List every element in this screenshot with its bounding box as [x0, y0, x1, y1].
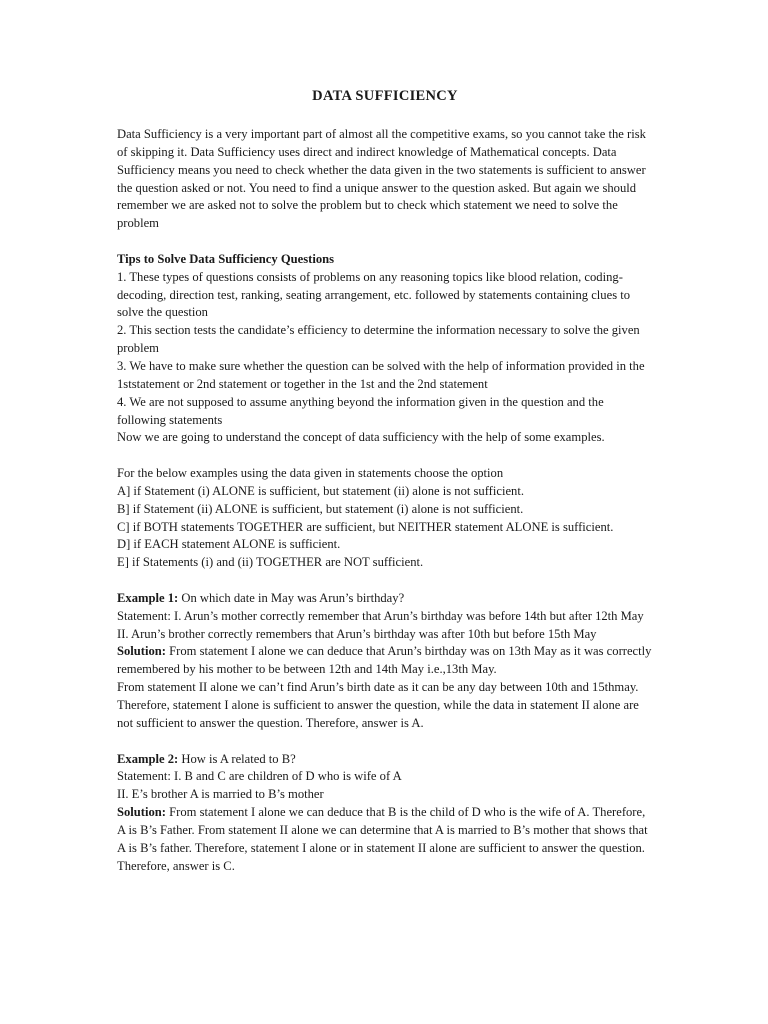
- tips-outro: Now we are going to understand the concept of data sufficiency with the help of some examples.: [117, 430, 605, 445]
- tip-item-4: 4. We are not supposed to assume anything beyond the information given in the question and the following statements: [117, 394, 604, 427]
- option-a: A] if Statement (i) ALONE is sufficient, but statement (ii) alone is not sufficient.: [117, 483, 524, 498]
- example-2-statement-2: II. E’s brother A is married to B’s mother: [117, 787, 324, 802]
- document-page: [117, 86, 653, 875]
- document-title: DATA SUFFICIENCY: [312, 88, 458, 104]
- example-2-solution-text: From statement I alone we can deduce that B is the child of D who is the wife of A. Therefore, A is B’s Father. From statement II alone we can determine that A is married to B’s mother that shows that A is B’s father. Therefore, statement I alone or in statement II alone are sufficient to answer the question. Therefore, answer is C.: [117, 805, 648, 873]
- example-1-question: [117, 590, 653, 608]
- example-2-question: [117, 751, 653, 769]
- example-2-question-text: How is A related to B?: [178, 751, 296, 766]
- tips-heading: Tips to Solve Data Sufficiency Questions: [117, 251, 335, 266]
- example-1-label: Example 1:: [117, 590, 179, 605]
- option-d: D] if EACH statement ALONE is sufficient.: [117, 537, 341, 552]
- example-1-solution: [117, 643, 653, 679]
- example-2-solution: [117, 804, 653, 875]
- example-1-solution-text: From statement I alone we can deduce that Arun’s birthday was on 13th May as it was correctly remembered by his mother to be between 12th and 14th May i.e.,13th May.: [117, 644, 652, 677]
- tip-item-1: 1. These types of questions consists of problems on any reasoning topics like blood relation, coding-decoding, direction test, ranking, seating arrangement, etc. followed by statements containing clues to solve the question: [117, 269, 631, 320]
- example-2-label: Example 2:: [117, 751, 179, 766]
- spacer: [117, 233, 653, 251]
- option-b: B] if Statement (ii) ALONE is sufficient, but statement (i) alone is not sufficient.: [117, 501, 524, 516]
- example-2-statement-1: Statement: I. B and C are children of D who is wife of A: [117, 769, 402, 784]
- tip-item-3: 3. We have to make sure whether the question can be solved with the help of information provided in the 1ststatement or 2nd statement or together in the 1st and the 2nd statement: [117, 358, 645, 391]
- option-c: C] if BOTH statements TOGETHER are sufficient, but NEITHER statement ALONE is sufficient.: [117, 519, 614, 534]
- example-1-question-text: On which date in May was Arun’s birthday?: [178, 590, 405, 605]
- example-1-statement-2: II. Arun’s brother correctly remembers that Arun’s birthday was after 10th but before 15th May: [117, 626, 597, 641]
- intro-paragraph: Data Sufficiency is a very important part of almost all the competitive exams, so you cannot take the risk of skipping it. Data Sufficiency uses direct and indirect knowledge of Mathematical concepts. Data Sufficiency means you need to check whether the data given in the two statements is sufficient to answer the question asked or not. You need to find a unique answer to the question asked. But again we should remember we are asked not to solve the problem but to check which statement we need to solve the problem: [117, 127, 646, 231]
- options-intro: For the below examples using the data given in statements choose the option: [117, 466, 504, 481]
- example-2-solution-label: Solution:: [117, 805, 166, 820]
- example-1-solution-continued: From statement II alone we can’t find Arun’s birth date as it can be any day between 10th and 15thmay. Therefore, statement I alone is sufficient to answer the question, while the data in statement II alone are not sufficient to answer the question. Therefore, answer is A.: [117, 680, 639, 730]
- example-1-statement-1: Statement: I. Arun’s mother correctly remember that Arun’s birthday was before 14th but after 12th May: [117, 608, 644, 623]
- example-1-solution-label: Solution:: [117, 644, 166, 659]
- spacer: [117, 733, 653, 751]
- spacer: [117, 447, 653, 465]
- option-e: E] if Statements (i) and (ii) TOGETHER are NOT sufficient.: [117, 555, 424, 570]
- spacer: [117, 572, 653, 590]
- tip-item-2: 2. This section tests the candidate’s efficiency to determine the information necessary to solve the given problem: [117, 323, 640, 356]
